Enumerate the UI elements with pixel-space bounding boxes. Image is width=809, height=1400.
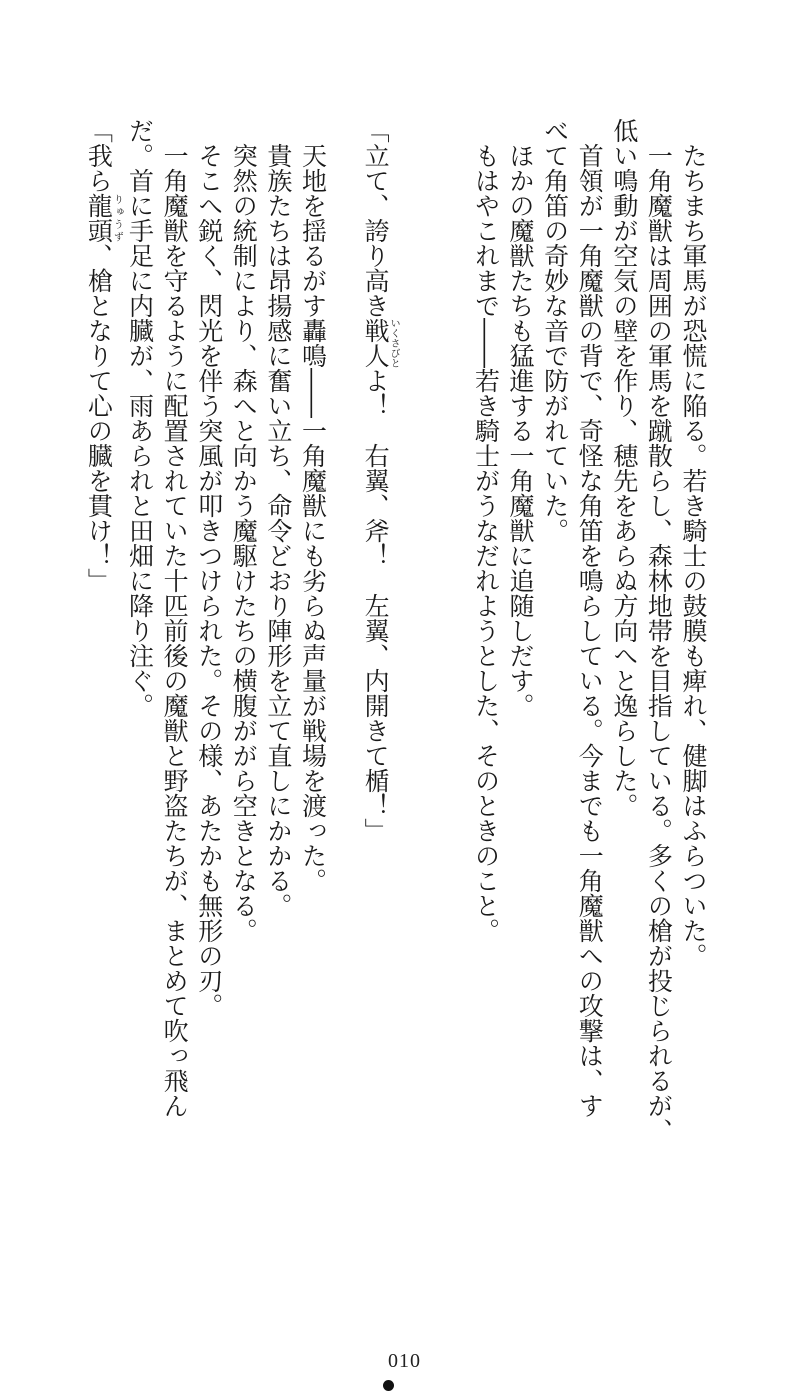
text-segment: よ！ 右翼、斧！ 左翼、内開きて楯！」 — [361, 368, 391, 843]
ruby-annotation — [84, 193, 123, 243]
ruby-base: 龍頭 — [84, 193, 114, 243]
text-segment: 、槍となりて心の臓を貫け！」 — [84, 243, 114, 593]
text-line: 一角魔獣は周囲の軍馬を蹴散らし、森林地帯を目指している。多くの槍が投じられるが、 — [644, 143, 674, 1143]
ruby-text: りゅうず — [111, 193, 123, 243]
text-segment: 「立て、誇り高き — [361, 118, 391, 318]
text-line: 貴族たちは昂揚感に奮い立ち、命令どおり陣形を立て直しにかかる。 — [263, 143, 293, 918]
text-line: ほかの魔獣たちも猛進する一角魔獣に追随しだす。 — [506, 143, 536, 718]
text-line: べて角笛の奇妙な音で防がれていた。 — [540, 118, 570, 543]
text-line: 突然の統制により、森へと向かう魔駆けたちの横腹ががら空きとなる。 — [229, 143, 259, 943]
vertical-text-body — [84, 118, 710, 1143]
page-marker-dot — [383, 1380, 394, 1391]
text-line: 低い鳴動が空気の壁を作り、穂先をあらぬ方向へと逸らした。 — [609, 118, 639, 818]
text-line: だ。首に手足に内臓が、雨あられと田畑に降り注ぐ。 — [125, 118, 155, 718]
ruby-annotation — [361, 318, 400, 368]
ruby-text: いくさびと — [388, 318, 400, 368]
text-line: 天地を揺るがす轟鳴――一角魔獣にも劣らぬ声量が戦場を渡った。 — [298, 143, 328, 893]
page-number: 010 — [388, 1350, 421, 1372]
dialogue-line — [84, 118, 123, 1128]
text-line: たちまち軍馬が恐慌に陥る。若き騎士の鼓膜も痺れ、健脚はふらついた。 — [679, 143, 708, 968]
text-line: 首領が一角魔獣の背で、奇怪な角笛を鳴らしている。今までも一角魔獣への攻撃は、す — [575, 143, 605, 1118]
text-line: 一角魔獣を守るように配置されていた十匹前後の魔獣と野盗たちが、まとめて吹っ飛ん — [160, 143, 190, 1118]
ruby-base: 戦人 — [361, 318, 391, 368]
text-line: もはやこれまで――若き騎士がうなだれようとした、そのときのこと。 — [471, 143, 501, 943]
text-line: そこへ鋭く、閃光を伴う突風が叩きつけられた。その様、あたかも無形の刃。 — [194, 143, 224, 1018]
blank-line — [399, 118, 434, 1128]
dialogue-line — [361, 118, 400, 1128]
blank-line — [433, 118, 468, 1128]
text-segment: 「我ら — [84, 118, 114, 193]
